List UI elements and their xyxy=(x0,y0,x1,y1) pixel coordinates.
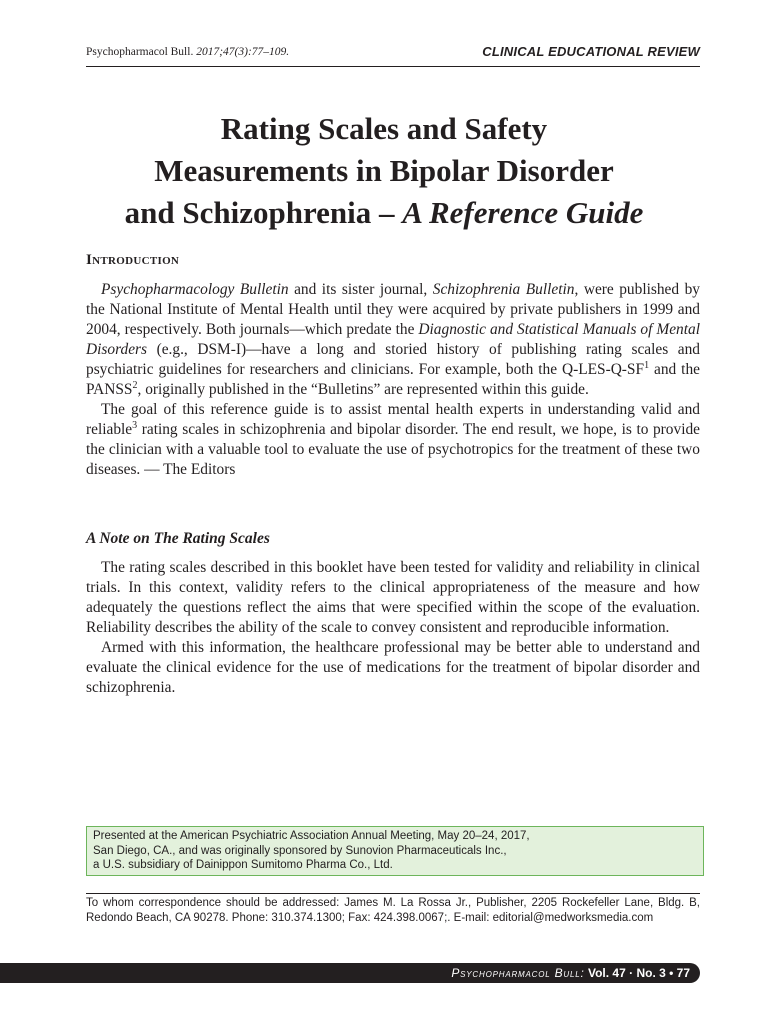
text-run: The goal of this reference guide is to assist mental health experts in understanding valid and reliable xyxy=(86,401,700,438)
text-run: and its sister journal, xyxy=(288,281,433,298)
journal-name: Psychopharmacology Bulletin xyxy=(101,281,289,298)
citation-prefix: Psychopharmacol Bull. xyxy=(86,46,197,58)
text-run: , originally published in the “Bulletins” are represented within this guide. xyxy=(137,381,589,398)
footer-text xyxy=(451,966,690,980)
manual-name: Diagnostic and Statistical Manuals of Mental Disorders xyxy=(86,321,700,358)
text-run: and the PANSS xyxy=(86,361,700,398)
section-label: CLINICAL EDUCATIONAL REVIEW xyxy=(482,44,700,59)
note-heading: A Note on The Rating Scales xyxy=(86,530,270,547)
note-paragraph-1: The rating scales described in this booklet have been tested for validity and reliability in clinical trials. In this context, validity refers to the clinical appropriateness of the measure and how adequately the questions reflect the aims that were specified within the scope of the evaluation. Reliability describes the ability of the scale to convey consistent and reproducible information. xyxy=(86,559,700,636)
text-run: (e.g., DSM-I)—have a long and storied history of publishing rating scales and psychiatric guidelines for researchers and clinicians. For example, both the Q-LES-Q-SF xyxy=(86,341,700,378)
footer-volume: Vol. 47 · No. 3 • 77 xyxy=(587,966,690,980)
introduction-heading: Introduction xyxy=(86,252,180,268)
note-paragraph-2: Armed with this information, the healthcare professional may be better able to understand and evaluate the clinical evidence for the use of medications for the treatment of bipolar disorder and schizophrenia. xyxy=(86,639,700,696)
footnote-ref: 2 xyxy=(132,379,138,391)
title-line-3-main: and Schizophrenia – xyxy=(124,195,403,230)
presentation-line-2: San Diego, CA., and was originally sponsored by Sunovion Pharmaceuticals Inc., xyxy=(93,844,507,857)
footnote-ref: 1 xyxy=(644,359,650,371)
presentation-line-3: a U.S. subsidiary of Dainippon Sumitomo Pharma Co., Ltd. xyxy=(93,859,393,871)
title-line-1: Rating Scales and Safety xyxy=(220,111,548,146)
note-body xyxy=(86,558,700,698)
correspondence-note: To whom correspondence should be addressed: James M. La Rossa Jr., Publisher, 2205 Rockefeller Lane, Bldg. B, Redondo Beach, CA 90278. Phone: 310.374.1300; Fax: 424.398.0067;. E-mail: editorial@medworksmedia.com xyxy=(86,897,700,924)
citation xyxy=(86,46,289,58)
presentation-note-box xyxy=(86,826,704,876)
intro-paragraph-1 xyxy=(86,280,700,400)
text-run: rating scales in schizophrenia and bipolar disorder. The end result, we hope, is to provide the clinician with a valuable tool to evaluate the use of psychotropics for the treatment of these two diseases. — The Editors xyxy=(86,421,700,478)
citation-issue: 2017;47(3):77–109. xyxy=(196,46,290,58)
intro-paragraph-2 xyxy=(86,400,700,480)
text-run: , were published by the National Institute of Mental Health until they were acquired by private publishers in 1999 and 2004, respectively. Both journals—which predate the xyxy=(86,281,700,338)
footer-bar xyxy=(0,963,700,983)
header-rule xyxy=(86,66,700,67)
title-line-3 xyxy=(60,192,708,234)
correspondence-rule xyxy=(86,893,700,894)
footnote-ref: 3 xyxy=(132,419,138,431)
footer-journal: Psychopharmacol Bull: xyxy=(451,966,585,980)
article-title xyxy=(60,108,708,234)
title-line-3-italic: A Reference Guide xyxy=(402,195,644,230)
journal-name: Schizophrenia Bulletin xyxy=(432,281,575,298)
presentation-line-1: Presented at the American Psychiatric Association Annual Meeting, May 20–24, 2017, xyxy=(93,830,530,842)
title-line-2: Measurements in Bipolar Disorder xyxy=(154,153,614,188)
introduction-body xyxy=(86,280,700,480)
